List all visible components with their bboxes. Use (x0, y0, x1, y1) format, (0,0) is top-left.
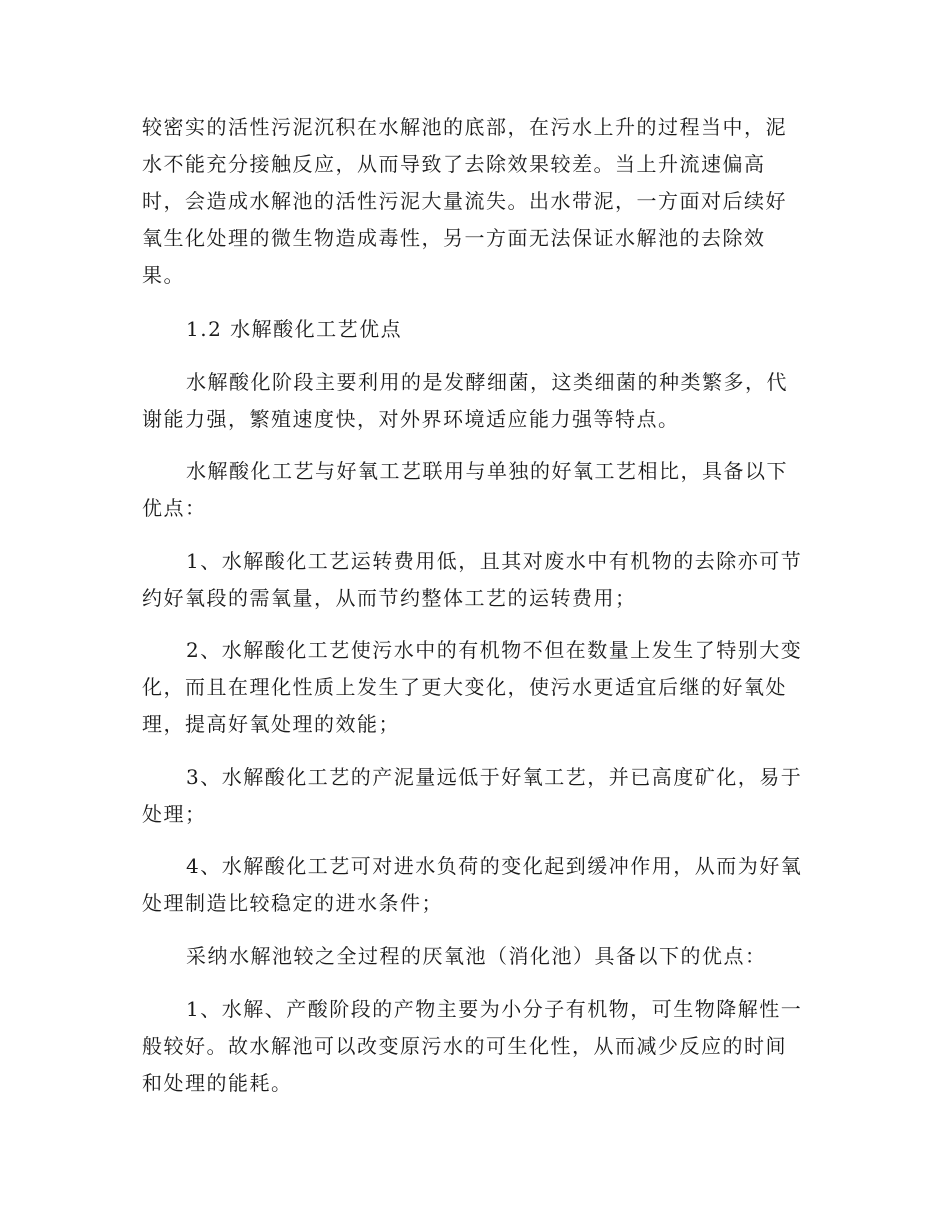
text-line: 谢能力强，繁殖速度快，对外界环境适应能力强等特点。 (142, 407, 680, 431)
list-item-line: 4、水解酸化工艺可对进水负荷的变化起到缓冲作用，从而为好氧 (186, 854, 803, 878)
list-item-line: 理，提高好氧处理的效能； (142, 712, 400, 736)
list-item-line: 处理制造比较稳定的进水条件； (142, 891, 443, 915)
text-line: 水解酸化工艺与好氧工艺联用与单独的好氧工艺相比，具备以下 (186, 459, 788, 483)
section-heading: 1.2 水解酸化工艺优点 (186, 317, 403, 341)
list-item-line: 处理； (142, 802, 207, 826)
text-line: 时，会造成水解池的活性污泥大量流失。出水带泥，一方面对后续好 (142, 189, 787, 213)
list-item-line: 和处理的能耗。 (142, 1071, 293, 1095)
list-item-line: 般较好。故水解池可以改变原污水的可生化性，从而减少反应的时间 (142, 1034, 787, 1058)
list-item-line: 3、水解酸化工艺的产泥量远低于好氧工艺，并已高度矿化，易于 (186, 765, 803, 789)
text-line: 采纳水解池较之全过程的厌氧池（消化池）具备以下的优点： (186, 944, 767, 968)
text-line: 较密实的活性污泥沉积在水解池的底部，在污水上升的过程当中，泥 (142, 115, 787, 139)
list-item-line: 1、水解、产酸阶段的产物主要为小分子有机物，可生物降解性一 (186, 997, 803, 1021)
text-line: 优点： (142, 496, 207, 520)
text-line: 水不能充分接触反应，从而导致了去除效果较差。当上升流速偏高 (142, 152, 766, 176)
text-line: 果。 (142, 263, 185, 287)
list-item-line: 约好氧段的需氧量，从而节约整体工艺的运转费用； (142, 586, 637, 610)
list-item-line: 2、水解酸化工艺使污水中的有机物不但在数量上发生了特别大变 (186, 638, 803, 662)
text-line: 氧生化处理的微生物造成毒性，另一方面无法保证水解池的去除效 (142, 226, 766, 250)
list-item-line: 化，而且在理化性质上发生了更大变化，使污水更适宜后继的好氧处 (142, 675, 787, 699)
list-item-line: 1、水解酸化工艺运转费用低，且其对废水中有机物的去除亦可节 (186, 549, 803, 573)
text-line: 水解酸化阶段主要利用的是发酵细菌，这类细菌的种类繁多，代 (186, 370, 788, 394)
